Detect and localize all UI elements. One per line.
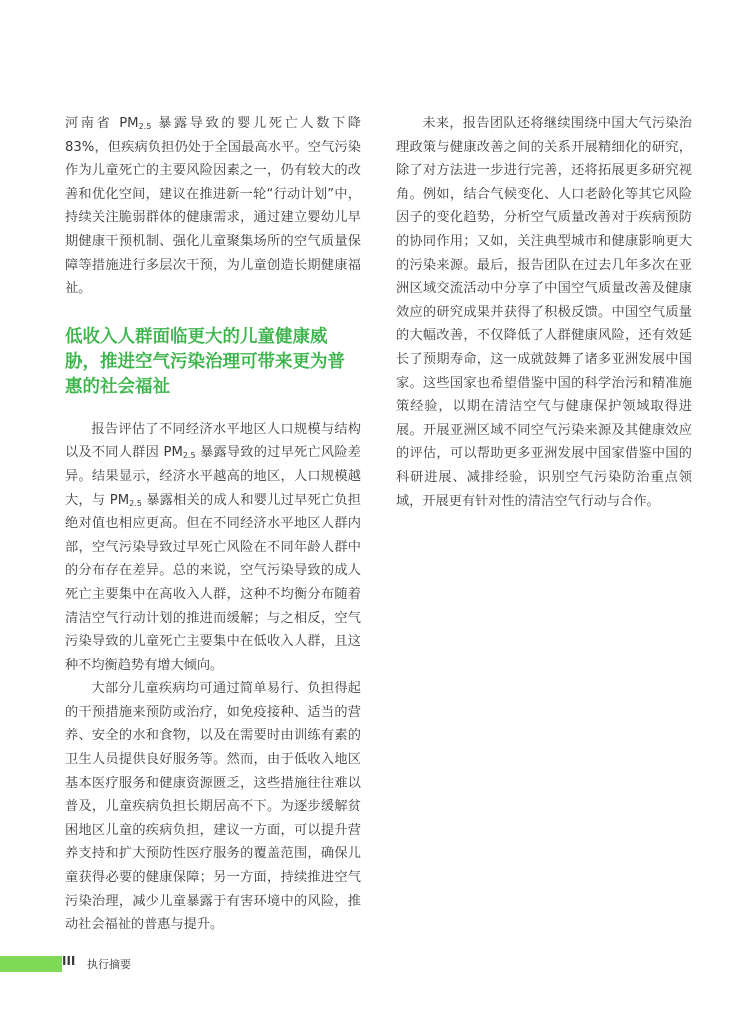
subscript: 2.5	[138, 122, 152, 131]
text-span: 河南省 PM	[65, 116, 139, 131]
page-number: III	[62, 954, 76, 968]
left-column	[65, 112, 361, 937]
text-span: 暴露相关的成人和婴儿过早死亡负担绝对值也相应更高。但在不同经济水平地区人群内部，空气污染导致过早死亡风险在不同年龄人群中的分布存在差异。总的来说，空气污染导致的成人死亡主要集中在高收入人群，这种不均衡分布随着清洁空气行动计划的推进而缓解；与之相反，空气污染导致的儿童死亡主要集中在低收入人群，且这种不均衡趋势有增大倾向。	[65, 492, 361, 673]
section-heading: 低收入人群面临更大的儿童健康威胁，推进空气污染治理可带来更为普惠的社会福祉	[65, 326, 345, 397]
right-column	[396, 112, 692, 513]
section-label: 执行摘要	[87, 958, 131, 971]
text-span: 暴露导致的过早死亡风险差异。结果显示，经济水平越高的地区，人口规模越大，与 PM	[65, 445, 361, 508]
left-paragraph-3: 大部分儿童疾病均可通过简单易行、负担得起的干预措施来预防或治疗，如免疫接种、适当的营养、安全的水和食物，以及在需要时由训练有素的卫生人员提供良好服务等。然而，由于低收入地区基本医疗服务和健康资源匮乏，这些措施往往难以普及，儿童疾病负担长期居高不下。为逐步缓解贫困地区儿童的疾病负担，建议一方面，可以提升营养支持和扩大预防性医疗服务的覆盖范围，确保儿童获得必要的健康保障；另一方面，持续推进空气污染治理，减少儿童暴露于有害环境中的风险，推动社会福祉的普惠与提升。	[65, 681, 361, 933]
page-footer	[0, 953, 140, 975]
left-paragraph-2	[65, 418, 361, 678]
subscript: 2.5	[129, 498, 142, 508]
text-span: 报告评估了不同经济水平地区人口规模与结构以及不同人群因 PM	[65, 421, 361, 461]
text-span: 暴露导致的婴儿死亡人数下降 83%，但疾病负担仍处于全国最高水平。空气污染作为儿童死亡的主要风险因素之一，仍有较大的改善和优化空间，建议在推进新一轮“行动计划”中，持续关注脆弱群体的健康需求，通过建立婴幼儿早期健康干预机制、强化儿童聚集场所的空气质量保障等措施进行多层次干预，为儿童创造长期健康福祉。	[65, 116, 361, 297]
subscript: 2.5	[182, 451, 196, 461]
right-paragraph-1: 未来，报告团队还将继续围绕中国大气污染治理政策与健康改善之间的关系开展精细化的研究，除了对方法进一步进行完善，还将拓展更多研究视角。例如，结合气候变化、人口老龄化等其它风险因子的变化趋势，分析空气质量改善对于疾病预防的协同作用；又如，关注典型城市和健康影响更大的污染来源。最后，报告团队在过去几年多次在亚洲区域交流活动中分享了中国空气质量改善及健康效应的研究成果并获得了积极反馈。中国空气质量的大幅改善，不仅降低了人群健康风险，还有效延长了预期寿命，这一成就鼓舞了诸多亚洲发展中国家。这些国家也希望借鉴中国的科学治污和精准施策经验，以期在清洁空气与健康保护领域取得进展。开展亚洲区域不同空气污染来源及其健康效应的评估，可以帮助更多亚洲发展中国家借鉴中国的科研进展、减排经验，识别空气污染防治重点领域，开展更有针对性的清洁空气行动与合作。	[396, 116, 692, 509]
left-paragraph-1	[65, 112, 361, 301]
footer-accent-bar	[0, 956, 62, 972]
